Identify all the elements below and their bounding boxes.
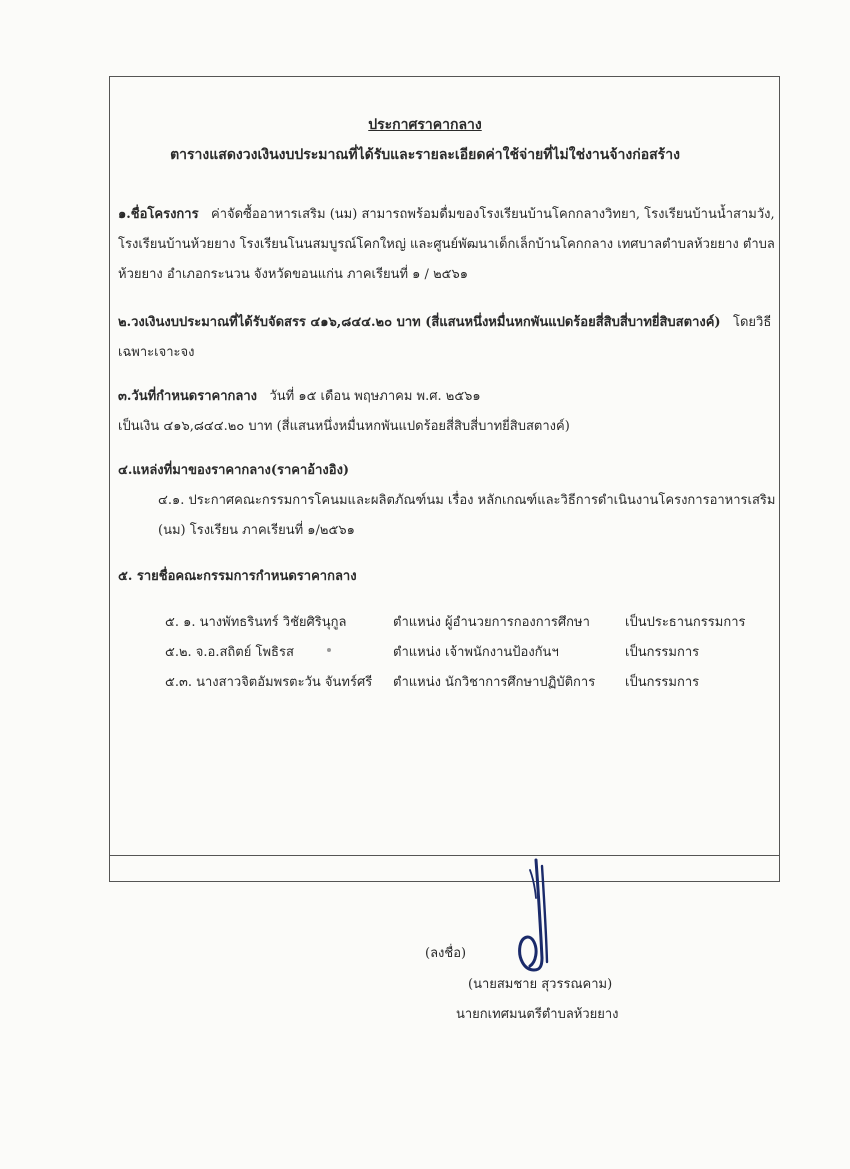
section-date-label: ๓.วันที่กำหนดราคากลาง bbox=[118, 389, 258, 404]
member-position: ตำแหน่ง เจ้าพนักงานป้องกันฯ bbox=[393, 645, 559, 660]
member-position: ตำแหน่ง ผู้อำนวยการกองการศึกษา bbox=[393, 615, 590, 630]
page-subtitle: ตารางแสดงวงเงินงบประมาณที่ได้รับและรายละเอียดค่าใช้จ่ายที่ไม่ใช่งานจ้างก่อสร้าง bbox=[170, 147, 680, 163]
section-date-value: วันที่ ๑๕ เดือน พฤษภาคม พ.ศ. ๒๕๖๑ bbox=[269, 389, 481, 404]
member-name: ๕. ๑. นางพัทธรินทร์ วิชัยศิรินุกูล bbox=[165, 615, 347, 630]
signature-label: (ลงชื่อ) bbox=[425, 946, 467, 961]
section-source-item: ๔.๑. ประกาศคณะกรรมการโคนมและผลิตภัณฑ์นม เรื่อง หลักเกณฑ์และวิธีการดำเนินงานโครงการอาหารเสริม (นม) โรงเรียน ภาคเรียนที่ ๑/๒๕๖๑ bbox=[158, 493, 776, 538]
signature-mark bbox=[500, 858, 570, 978]
committee-list bbox=[165, 608, 775, 698]
section-budget bbox=[118, 308, 778, 368]
section-budget-text: โดยวิธีเฉพาะเจาะจง bbox=[118, 315, 772, 360]
member-name: ๕.๒. จ.อ.สถิตย์ โพธิรส bbox=[165, 645, 294, 660]
section-date-amount: เป็นเงิน ๔๑๖,๘๔๔.๒๐ บาท (สี่แสนหนึ่งหมื่นหกพันแปดร้อยสี่สิบสี่บาทยี่สิบสตางค์) bbox=[118, 419, 570, 434]
section-project bbox=[118, 200, 778, 290]
section-source bbox=[118, 456, 778, 546]
section-budget-label: ๒.วงเงินงบประมาณที่ได้รับจัดสรร ๔๑๖,๘๔๔.๒๐ บาท (สี่แสนหนึ่งหมื่นหกพันแปดร้อยสี่สิบสี่บาทยี่สิบสตางค์) bbox=[118, 315, 721, 330]
section-committee-label: ๕. รายชื่อคณะกรรมการกำหนดราคากลาง bbox=[118, 569, 357, 584]
signer-name: (นายสมชาย สุวรรณคาม) bbox=[468, 977, 613, 992]
section-project-label: ๑.ชื่อโครงการ bbox=[118, 207, 199, 222]
section-date bbox=[118, 382, 778, 442]
member-role: เป็นประธานกรรมการ bbox=[625, 615, 746, 630]
section-project-text: ค่าจัดซื้ออาหารเสริม (นม) สามารถพร้อมดื่มของโรงเรียนบ้านโคกกลางวิทยา, โรงเรียนบ้านน้ำสามวัง, โรงเรียนบ้านห้วยยาง โรงเรียนโนนสมบูรณ์โคกใหญ่ และศูนย์พัฒนาเด็กเล็กบ้านโคกกลาง เทศบาลตำบลห้วยยาง ตำบลห้วยยาง อำเภอกระนวน จังหวัดขอนแก่น ภาคเรียนที่ ๑ / ๒๕๖๑ bbox=[118, 207, 775, 282]
member-role: เป็นกรรมการ bbox=[625, 675, 700, 690]
section-source-label: ๔.แหล่งที่มาของราคากลาง(ราคาอ้างอิง) bbox=[118, 463, 350, 478]
committee-member bbox=[165, 638, 775, 668]
section-committee bbox=[118, 562, 778, 592]
member-name: ๕.๓. นางสาวจิตอัมพรตะวัน จันทร์ศรี bbox=[165, 675, 373, 690]
signer-title: นายกเทศมนตรีตำบลห้วยยาง bbox=[456, 1007, 619, 1022]
scan-speck bbox=[327, 648, 331, 652]
committee-member bbox=[165, 668, 775, 698]
member-role: เป็นกรรมการ bbox=[625, 645, 700, 660]
frame-divider bbox=[110, 855, 779, 856]
committee-member bbox=[165, 608, 775, 638]
page-title: ประกาศราคากลาง bbox=[368, 117, 482, 133]
member-position: ตำแหน่ง นักวิชาการศึกษาปฏิบัติการ bbox=[393, 675, 596, 690]
